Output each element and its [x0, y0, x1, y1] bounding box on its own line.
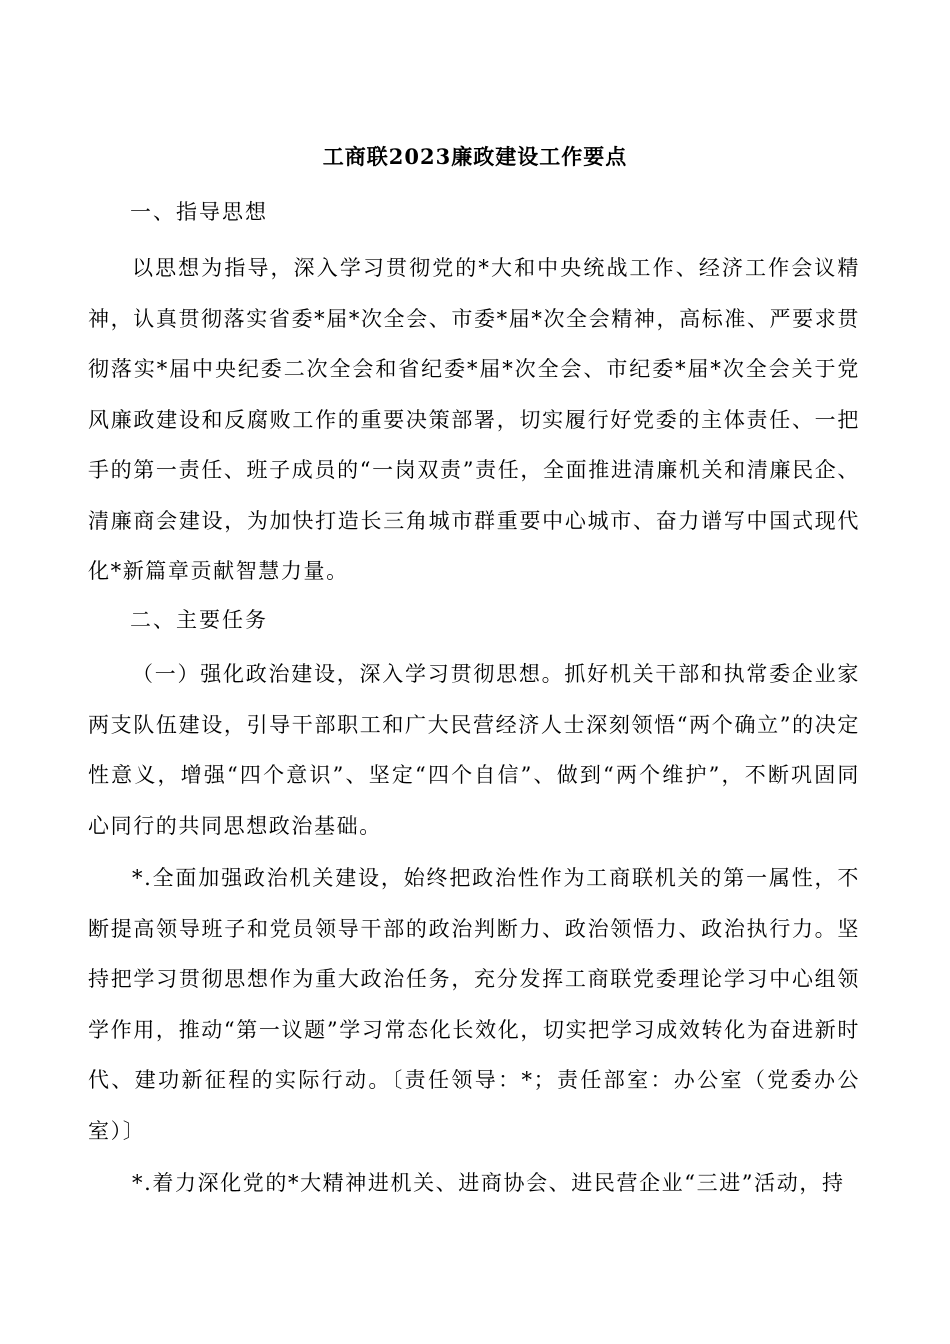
paragraph-subsection-political-building: （一）强化政治建设，深入学习贯彻思想。抓好机关干部和执常委企业家两支队伍建设，引导干部职工和广大民营经济人士深刻领悟“两个确立”的决定性意义，增强“四个意识”、坚定“四个自信”、做到“两个维护”，不断巩固同心同行的共同思想政治基础。 — [88, 662, 860, 838]
document-title: 工商联2023廉政建设工作要点 — [322, 144, 628, 169]
paragraph-item-political-organ: *.全面加强政治机关建设，始终把政治性作为工商联机关的第一属性，不断提高领导班子和党员领导干部的政治判断力、政治领悟力、政治执行力。坚持把学习贯彻思想作为重大政治任务，充分发挥工商联党委理论学习中心组领学作用，推动“第一议题”学习常态化长效化，切实把学习成效转化为奋进新时代、建功新征程的实际行动。〔责任领导：*；责任部室：办公室（党委办公室）〕 — [88, 866, 860, 1143]
paragraph-guiding-thought: 以思想为指导，深入学习贯彻党的*大和中央统战工作、经济工作会议精神，认真贯彻落实省委*届*次全会、市委*届*次全会精神，高标准、严要求贯彻落实*届中央纪委二次全会和省纪委*届*次全会、市纪委*届*次全会关于党风廉政建设和反腐败工作的重要决策部署，切实履行好党委的主体责任、一把手的第一责任、班子成员的“一岗双责”责任，全面推进清廉机关和清廉民企、清廉商会建设，为加快打造长三角城市群重要中心城市、奋力谱写中国式现代化*新篇章贡献智慧力量。 — [88, 256, 860, 583]
paragraph-item-three-entries: *.着力深化党的*大精神进机关、进商协会、进民营企业“三进”活动，持 — [132, 1171, 845, 1195]
section-heading-main-tasks: 二、主要任务 — [130, 608, 268, 632]
section-heading-guiding-thought: 一、指导思想 — [130, 200, 268, 224]
